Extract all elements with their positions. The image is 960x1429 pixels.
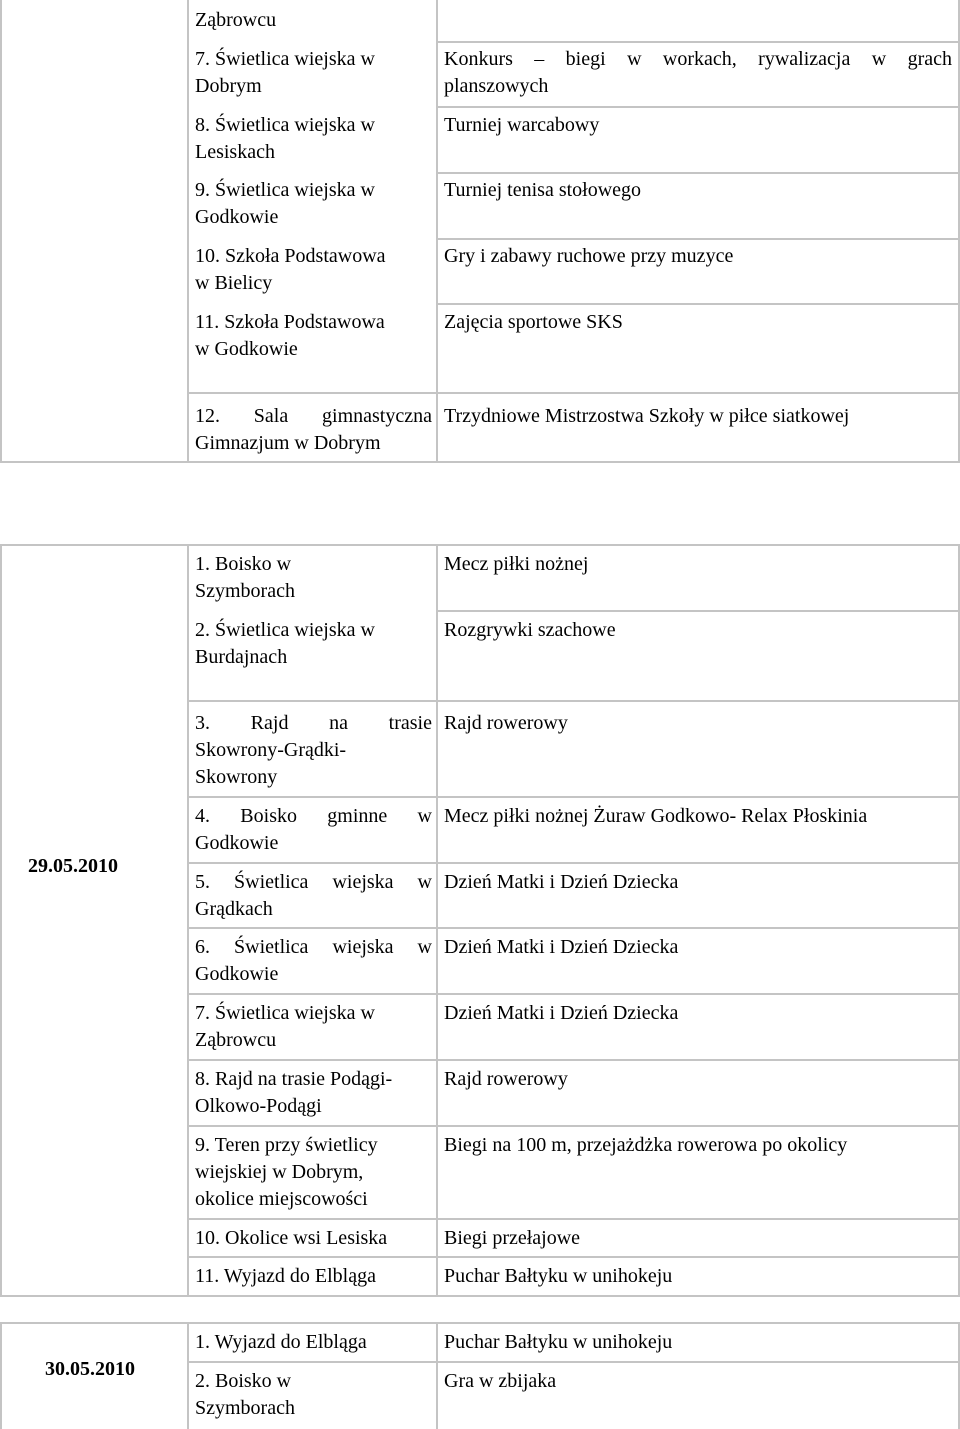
place-cell: 3. Rajd na trasie (195, 712, 432, 734)
place-cell: 10. Okolice wsi Lesiska (195, 1227, 388, 1249)
activity-cell: Trzydniowe Mistrzostwa Szkoły w piłce siatkowej (444, 405, 850, 427)
place-cell: 8. Świetlica wiejska w (195, 114, 375, 136)
place-cell: w Godkowie (195, 338, 298, 360)
place-cell: okolice miejscowości (195, 1188, 368, 1210)
place-cell: 1. Boisko w (195, 553, 292, 575)
activity-cell: Turniej tenisa stołowego (444, 179, 642, 201)
date-label: 29.05.2010 (28, 855, 118, 877)
place-cell: Skowrony-Grądki- (195, 739, 347, 761)
place-cell: 6. Świetlica wiejska w (195, 936, 432, 958)
place-cell: 5. Świetlica wiejska w (195, 871, 432, 893)
place-cell: Dobrym (195, 75, 262, 97)
place-cell: 9. Świetlica wiejska w (195, 179, 375, 201)
activity-cell: Gry i zabawy ruchowe przy muzyce (444, 245, 734, 267)
place-cell: 10. Szkoła Podstawowa (195, 245, 386, 267)
place-cell: 8. Rajd na trasie Podągi- (195, 1068, 393, 1090)
place-cell: 2. Boisko w (195, 1370, 292, 1392)
activity-cell: Dzień Matki i Dzień Dziecka (444, 871, 679, 893)
place-cell: Olkowo-Podągi (195, 1095, 322, 1117)
activity-cell: Turniej warcabowy (444, 114, 600, 136)
place-cell: Ząbrowcu (195, 9, 277, 31)
activity-cell: Gra w zbijaka (444, 1370, 557, 1392)
activity-cell: Biegi na 100 m, przejażdżka rowerowa po okolicy (444, 1134, 848, 1156)
place-cell: Godkowie (195, 206, 279, 228)
activity-cell: Biegi przełajowe (444, 1227, 581, 1249)
place-cell: Gimnazjum w Dobrym (195, 432, 381, 454)
place-cell: Godkowie (195, 963, 279, 985)
activity-cell: Rajd rowerowy (444, 712, 568, 734)
place-cell: Szymborach (195, 580, 295, 602)
activity-cell: Dzień Matki i Dzień Dziecka (444, 936, 679, 958)
activity-cell: planszowych (444, 75, 549, 97)
activity-cell: Puchar Bałtyku w unihokeju (444, 1265, 673, 1287)
place-cell: 9. Teren przy świetlicy (195, 1134, 378, 1156)
activity-cell: Mecz piłki nożnej Żuraw Godkowo- Relax Płoskinia (444, 805, 868, 827)
place-cell: Lesiskach (195, 141, 275, 163)
place-cell: Skowrony (195, 766, 278, 788)
activity-cell: Zajęcia sportowe SKS (444, 311, 623, 333)
place-cell: 7. Świetlica wiejska w (195, 1002, 375, 1024)
activity-cell: Rajd rowerowy (444, 1068, 568, 1090)
place-cell: wiejskiej w Dobrym, (195, 1161, 364, 1183)
place-cell: Grądkach (195, 898, 273, 920)
activity-cell: Rozgrywki szachowe (444, 619, 616, 641)
place-cell: 7. Świetlica wiejska w (195, 48, 375, 70)
place-cell: 12. Sala gimnastyczna (195, 405, 432, 427)
activity-cell: Konkurs – biegi w workach, rywalizacja w grach (444, 48, 952, 70)
activity-cell: Dzień Matki i Dzień Dziecka (444, 1002, 679, 1024)
place-cell: 1. Wyjazd do Elbląga (195, 1331, 367, 1353)
activity-cell: Puchar Bałtyku w unihokeju (444, 1331, 673, 1353)
place-cell: 4. Boisko gminne w (195, 805, 432, 827)
place-cell: Burdajnach (195, 646, 288, 668)
activity-cell: Mecz piłki nożnej (444, 553, 589, 575)
place-cell: 11. Wyjazd do Elbląga (195, 1265, 376, 1287)
place-cell: 11. Szkoła Podstawowa (195, 311, 385, 333)
place-cell: Godkowie (195, 832, 279, 854)
place-cell: Szymborach (195, 1397, 295, 1419)
place-cell: 2. Świetlica wiejska w (195, 619, 375, 641)
date-label: 30.05.2010 (45, 1358, 135, 1380)
place-cell: Ząbrowcu (195, 1029, 277, 1051)
place-cell: w Bielicy (195, 272, 273, 294)
